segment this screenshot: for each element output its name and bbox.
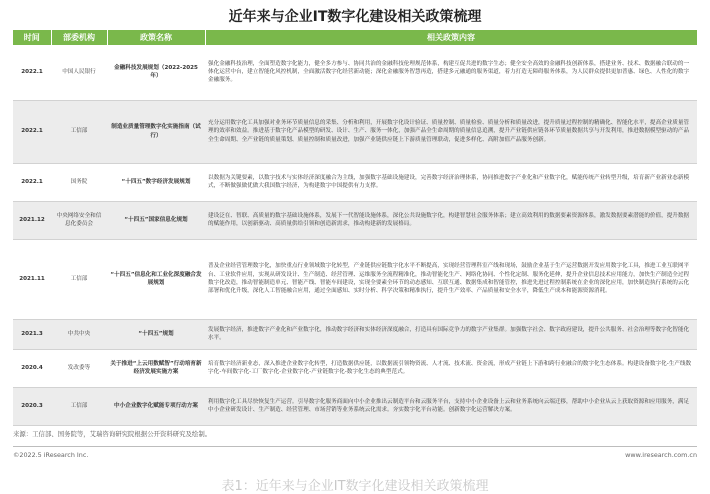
row-policy-name: 制造业质量管理数字化实施指南（试行） <box>107 100 205 163</box>
row-content: 以数据为关键要素，以数字技术与实体经济深度融合为主线，加强数字基础设施建设，完善数字经济治理体系，协同推进数字产业化和产业数字化，赋能传统产业转型升级，培育新产业新业态新模式，不断做强做优做大我国数字经济，为构建数字中国提供有力支撑。 <box>205 163 697 201</box>
header-time: 时间 <box>13 30 51 45</box>
copyright-text: ©2022.5 iResearch Inc. <box>13 451 89 459</box>
row-dept: 国务院 <box>51 163 107 201</box>
table-row <box>13 319 697 349</box>
row-dept: 工信部 <box>51 100 107 163</box>
row-dept: 工信部 <box>51 387 107 425</box>
row-time: 2020.3 <box>13 387 51 425</box>
row-dept: 中央网络安全和信息化委员会 <box>51 201 107 239</box>
table-row <box>13 239 697 319</box>
row-content: 强化金融科技治理，全面塑造数字化能力，健全多方参与、协同共治的金融科技伦理规范体系，构建互促共进的数字生态；健全安全高效的金融科技创新体系，搭建业务、技术、数据融合联动的一体化运营中台，建立智能化风控机制，全面激活数字化经营新动能；深化金融服务智慧再造，搭建多元融通的服务渠道，着力打造无障碍服务体系，为人民群众提供更加普惠、绿色、人性化的数字金融服务。 <box>205 45 697 100</box>
row-policy-name: “十四五”国家信息化规划 <box>107 201 205 239</box>
row-content: 利用数字化工具尽快恢复生产运营。引导数字化服务商面向中小企业推出云制造平台和云服务平台，支持中小企业设备上云和业务系统向云端迁移，帮助中小企业从云上获取资源和应用服务，满足中小企业研发设计、生产制造、经营管理、市场营销等业务系统云化需求。夯实数字化平台功能。创新数字化运营解决方案。 <box>205 387 697 425</box>
row-content: 建设泛在、智联、高质量的数字基础设施体系，发展下一代智能设施体系，深化公共设施数字化，构建智慧社会服务体系；建立高效利用的数据要素资源体系，激发数据要素潜能的价值，提升数据的赋能作用，以创新驱动、高质量供给引领和创造新需求，推动构建新的发展格局。 <box>205 201 697 239</box>
header-dept: 部委机构 <box>51 30 107 45</box>
table-row <box>13 45 697 100</box>
row-dept: 工信部 <box>51 239 107 319</box>
row-time: 2021.3 <box>13 319 51 349</box>
table-row <box>13 100 697 163</box>
table-header-row <box>13 30 697 45</box>
table-row <box>13 163 697 201</box>
row-policy-name: “十四五”规划 <box>107 319 205 349</box>
row-time: 2022.1 <box>13 100 51 163</box>
header-content: 相关政策内容 <box>205 30 697 45</box>
row-time: 2021.11 <box>13 239 51 319</box>
row-policy-name: 金融科技发展规划（2022-2025年） <box>107 45 205 100</box>
table-caption: 表1：近年来与企业IT数字化建设相关政策梳理 <box>221 479 489 494</box>
row-dept: 中国人民银行 <box>51 45 107 100</box>
table-row <box>13 201 697 239</box>
row-policy-name: “十四五”信息化和工业化深度融合发展规划 <box>107 239 205 319</box>
row-policy-name: 中小企业数字化赋能专项行动方案 <box>107 387 205 425</box>
row-policy-name: “十四五”数字经济发展规划 <box>107 163 205 201</box>
table-row <box>13 387 697 425</box>
footer-divider <box>13 446 697 447</box>
row-time: 2022.1 <box>13 45 51 100</box>
header-name: 政策名称 <box>107 30 205 45</box>
page-title: 近年来与企业IT数字化建设相关政策梳理 <box>228 9 482 25</box>
row-content: 培育数字经济新业态，深入推进企业数字化转型，打造数据供应链，以数据流引领物资流、人才流、技术流、资金流，形成产业链上下游和跨行业融合的数字化生态体系。构建设备数字化-生产线数字化-车间数字化-工厂数字化-企业数字化-产业链数字化-数字化生态的典型范式。 <box>205 349 697 387</box>
policy-table <box>13 30 698 426</box>
table-row <box>13 349 697 387</box>
source-note: 来源：工信部、国务院等，艾瑞咨询研究院根据公开资料研究及绘制。 <box>13 430 212 438</box>
row-dept: 中共中央 <box>51 319 107 349</box>
row-time: 2020.4 <box>13 349 51 387</box>
row-content: 普及企业经营管理数字化，加快重点行业领域数字化转型，产业链供应链数字化水平不断提高，实现经营管理科室产线和现场，鼓励企业基于生产运营数据开发应用数字化工具，推进工业互联网平台、工业软件应用，实现从研发设计、生产制造、经营管理、运维服务全流程精准化，推动智能化生产、网络化协同、个性化定制、服务化延伸，提升企业信息技术应用能力，加快生产制造全过程数字化改造，推动智能制造单元、智能产线、智能车间建设，实现全要素全环节的动态感知、互联互通、数据集成和智能管控，推进先进过程控制系统在企业的深化应用，加快制造执行系统的云化部署和优化升级，深化人工智能融合应用，通过全面感知、实时分析、科学决策和精准执行，提升生产效率、产品质量和安全水平，降低生产成本和能源资源消耗。 <box>205 239 697 319</box>
row-policy-name: 关于推进“上云用数赋智”行动培育新经济发展实施方案 <box>107 349 205 387</box>
row-content: 发展数字经济，推进数字产业化和产业数字化，推动数字经济和实体经济深度融合，打造具有国际竞争力的数字产业集群。加强数字社会、数字政府建设，提升公共服务、社会治理等数字化智能化水平。 <box>205 319 697 349</box>
website-link[interactable]: www.iresearch.com.cn <box>625 451 697 459</box>
row-time: 2021.12 <box>13 201 51 239</box>
row-dept: 发改委等 <box>51 349 107 387</box>
row-content: 充分运用数字化工具加强对业务环节质量信息的采集、分析和利用，开展数字化设计验证、质量控制、质量检验、质量分析和质量改进，提升质量过程控制的精确化、智能化水平，提高企业质量管理的效率和效益。推进基于数字化产品模型的研发、设计、生产、服务一体化，加强产品全生命周期的质量信息追溯，提升产业链供应链各环节质量数据共享与开发利用，推进数据模型驱动的产品全生命周期、全产业链的质量策划、质量控制和质量改进，加强产业链供应链上下游质量管理联动，促进多样化、高附加值产品服务创新。 <box>205 100 697 163</box>
row-time: 2022.1 <box>13 163 51 201</box>
